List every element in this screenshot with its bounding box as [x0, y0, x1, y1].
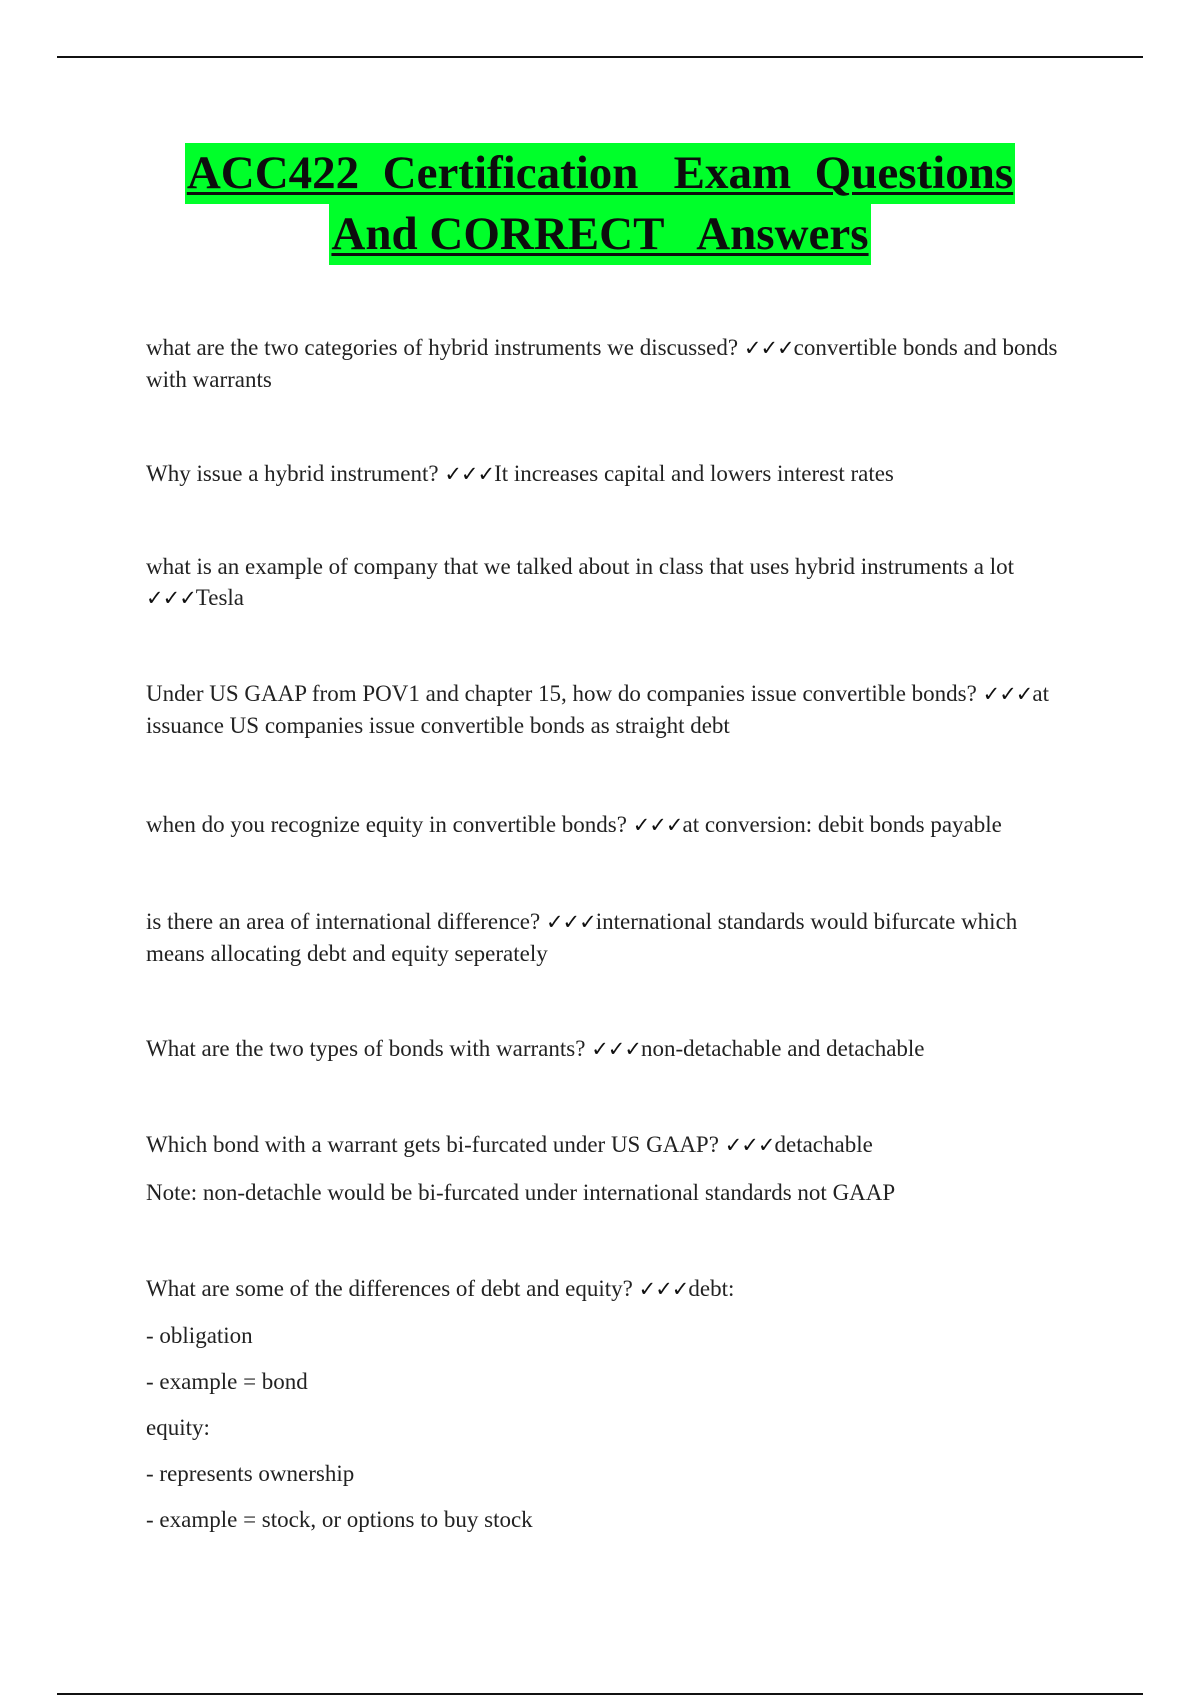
qa-item-3 [146, 551, 1066, 614]
triple-check-icon: ✓✓✓ [632, 813, 683, 837]
answer-text: convertible bonds and bonds with warrants [146, 335, 1058, 392]
qa-item-1 [146, 332, 1066, 395]
question-text: when do you recognize equity in convertible bonds? [146, 812, 633, 837]
list-item: - obligation [146, 1323, 253, 1348]
question-text: What are some of the differences of debt and equity? [146, 1276, 639, 1301]
question-text: Under US GAAP from POV1 and chapter 15, how do companies issue convertible bonds? [146, 681, 983, 706]
question-text: what are the two categories of hybrid instruments we discussed? [146, 335, 744, 360]
triple-check-icon: ✓✓✓ [545, 910, 596, 934]
answer-text: at conversion: debit bonds payable [682, 812, 1002, 837]
answer-text: at issuance US companies issue convertible bonds as straight debt [146, 681, 1049, 738]
qa-text [146, 906, 1066, 969]
qa-text [146, 458, 1066, 490]
question-text: is there an area of international difference? [146, 909, 546, 934]
answer-text: detachable [774, 1132, 873, 1157]
footer-rule [57, 1693, 1143, 1695]
triple-check-icon: ✓✓✓ [724, 1133, 775, 1157]
title-line-1: ACC422 Certification Exam Questions [185, 143, 1015, 204]
qa-item-6 [146, 906, 1066, 969]
triple-check-icon: ✓✓✓ [591, 1037, 641, 1061]
qa-text [146, 551, 1066, 614]
title-line-2: And CORRECT Answers [329, 204, 870, 265]
qa-text [146, 809, 1066, 841]
list-item: - example = stock, or options to buy stock [146, 1507, 533, 1532]
qa-text [146, 1033, 1066, 1065]
question-text: Which bond with a warrant gets bi-furcated under US GAAP? [146, 1132, 725, 1157]
qa-item-2 [146, 458, 1066, 490]
answer-text: debt: [688, 1276, 735, 1301]
triple-check-icon: ✓✓✓ [638, 1277, 689, 1301]
list-item: equity: [146, 1415, 210, 1440]
triple-check-icon: ✓✓✓ [146, 586, 196, 610]
list-item: - example = bond [146, 1369, 308, 1394]
qa-text [146, 1129, 1066, 1161]
answer-text: non-detachable and detachable [640, 1036, 925, 1061]
header-rule [57, 56, 1143, 58]
qa-item-7 [146, 1033, 1066, 1065]
triple-check-icon: ✓✓✓ [444, 462, 495, 486]
qa-item-4 [146, 678, 1066, 741]
question-text: What are the two types of bonds with warrants? [146, 1036, 592, 1061]
answer-text: It increases capital and lowers interest rates [494, 461, 894, 486]
triple-check-icon: ✓✓✓ [982, 682, 1033, 706]
question-text: what is an example of company that we talked about in class that uses hybrid instruments a lot [146, 554, 1015, 579]
triple-check-icon: ✓✓✓ [743, 336, 794, 360]
question-text: Why issue a hybrid instrument? [146, 461, 445, 486]
qa-text [146, 678, 1066, 741]
list-item: - represents ownership [146, 1461, 355, 1486]
answer-text: international standards would bifurcate which means allocating debt and equity seperately [146, 909, 1018, 966]
qa-item-9 [146, 1273, 1066, 1535]
qa-item-8 [146, 1129, 1066, 1208]
answer-text: Tesla [195, 585, 244, 610]
qa-text [146, 1273, 1066, 1305]
document-title [0, 143, 1200, 265]
qa-text [146, 332, 1066, 395]
note-text: Note: non-detachle would be bi-furcated under international standards not GAAP [146, 1180, 896, 1205]
qa-item-5 [146, 809, 1066, 841]
